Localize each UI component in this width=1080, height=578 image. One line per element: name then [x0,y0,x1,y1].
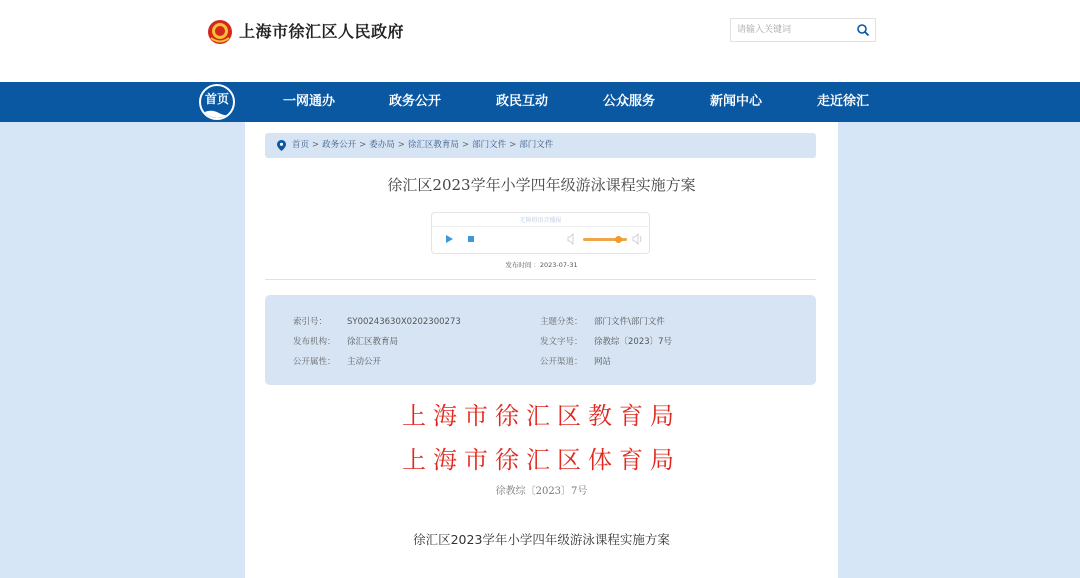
audio-label: 无障碍语音播报 [519,217,562,224]
breadcrumb-separator: > [509,140,517,150]
page-title: 徐汇区2023学年小学四年级游泳课程实施方案 [387,176,696,194]
meta-channel-label: 公开渠道： [540,357,583,367]
meta-publisher [293,335,398,347]
divider [265,279,816,280]
meta-topic-label: 主题分类： [540,317,583,327]
breadcrumb-separator: > [312,140,320,150]
meta-publisher-value: 徐汇区教育局 [347,337,399,347]
meta-doc-number [540,335,672,347]
article-panel [245,122,838,578]
nav-item-interaction[interactable]: 政民互动 [496,94,549,109]
nav-item-news[interactable]: 新闻中心 [710,94,763,109]
nav-item-public-service[interactable]: 公众服务 [603,94,656,109]
meta-channel [540,355,611,367]
document-number: 徐教综〔2023〕7号 [495,486,588,497]
meta-attribute-value: 主动公开 [347,357,382,367]
site-title[interactable]: 上海市徐汇区人民政府 [239,22,405,41]
publish-date: 发布时间 ：2023-07-31 [505,261,578,269]
meta-publisher-label: 发布机构： [293,337,336,347]
issuing-org-sports: 上海市徐汇区体育局 [402,446,681,474]
meta-doc-number-label: 发文字号： [540,337,583,347]
meta-index-label: 索引号： [293,317,328,327]
breadcrumb [265,133,816,158]
nav-home-button[interactable] [199,84,235,120]
wave-icon [201,108,235,118]
divider [432,226,649,227]
breadcrumb-education-bureau[interactable]: 徐汇区教育局 [407,140,459,150]
meta-channel-value: 网站 [594,357,612,367]
meta-attribute-label: 公开属性： [293,357,336,367]
breadcrumb-home[interactable]: 首页 [292,140,310,150]
breadcrumb-separator: > [359,140,367,150]
nav-item-service[interactable]: 一网通办 [283,94,336,109]
issuing-org-education: 上海市徐汇区教育局 [402,402,681,430]
breadcrumb-separator: > [397,140,405,150]
location-pin-icon [277,140,286,151]
nav-item-gov-affairs[interactable]: 政务公开 [389,94,442,109]
meta-doc-number-value: 徐教综〔2023〕7号 [594,337,673,347]
search-box [730,18,876,42]
search-input[interactable] [737,22,847,38]
meta-topic [540,315,665,327]
meta-index [293,315,461,327]
breadcrumb-separator: > [461,140,470,150]
search-icon[interactable] [856,23,870,37]
meta-attribute [293,355,381,367]
document-body-title: 徐汇区2023学年小学四年级游泳课程实施方案 [413,532,670,547]
breadcrumb-dept-docs[interactable]: 部门文件 [472,140,507,150]
nav-item-about[interactable]: 走近徐汇 [817,94,870,109]
site-header [0,0,1080,82]
nav-home-label: 首页 [204,92,229,106]
metadata-box [265,295,816,385]
meta-index-value: SY00243630X0202300273 [347,317,461,327]
volume-slider-handle[interactable] [615,236,622,243]
stop-icon[interactable] [463,231,479,247]
meta-topic-value: 部门文件\部门文件 [594,317,665,327]
breadcrumb-bureaus[interactable]: 委办局 [369,140,395,150]
audio-player [431,212,650,254]
main-nav [0,82,1080,122]
breadcrumb-gov-affairs[interactable]: 政务公开 [322,140,357,150]
breadcrumb-dept-docs-current[interactable]: 部门文件 [519,140,554,150]
volume-low-icon[interactable] [567,233,577,245]
volume-high-icon[interactable] [632,233,644,245]
play-icon[interactable] [441,231,457,247]
emblem-icon[interactable] [207,19,233,45]
